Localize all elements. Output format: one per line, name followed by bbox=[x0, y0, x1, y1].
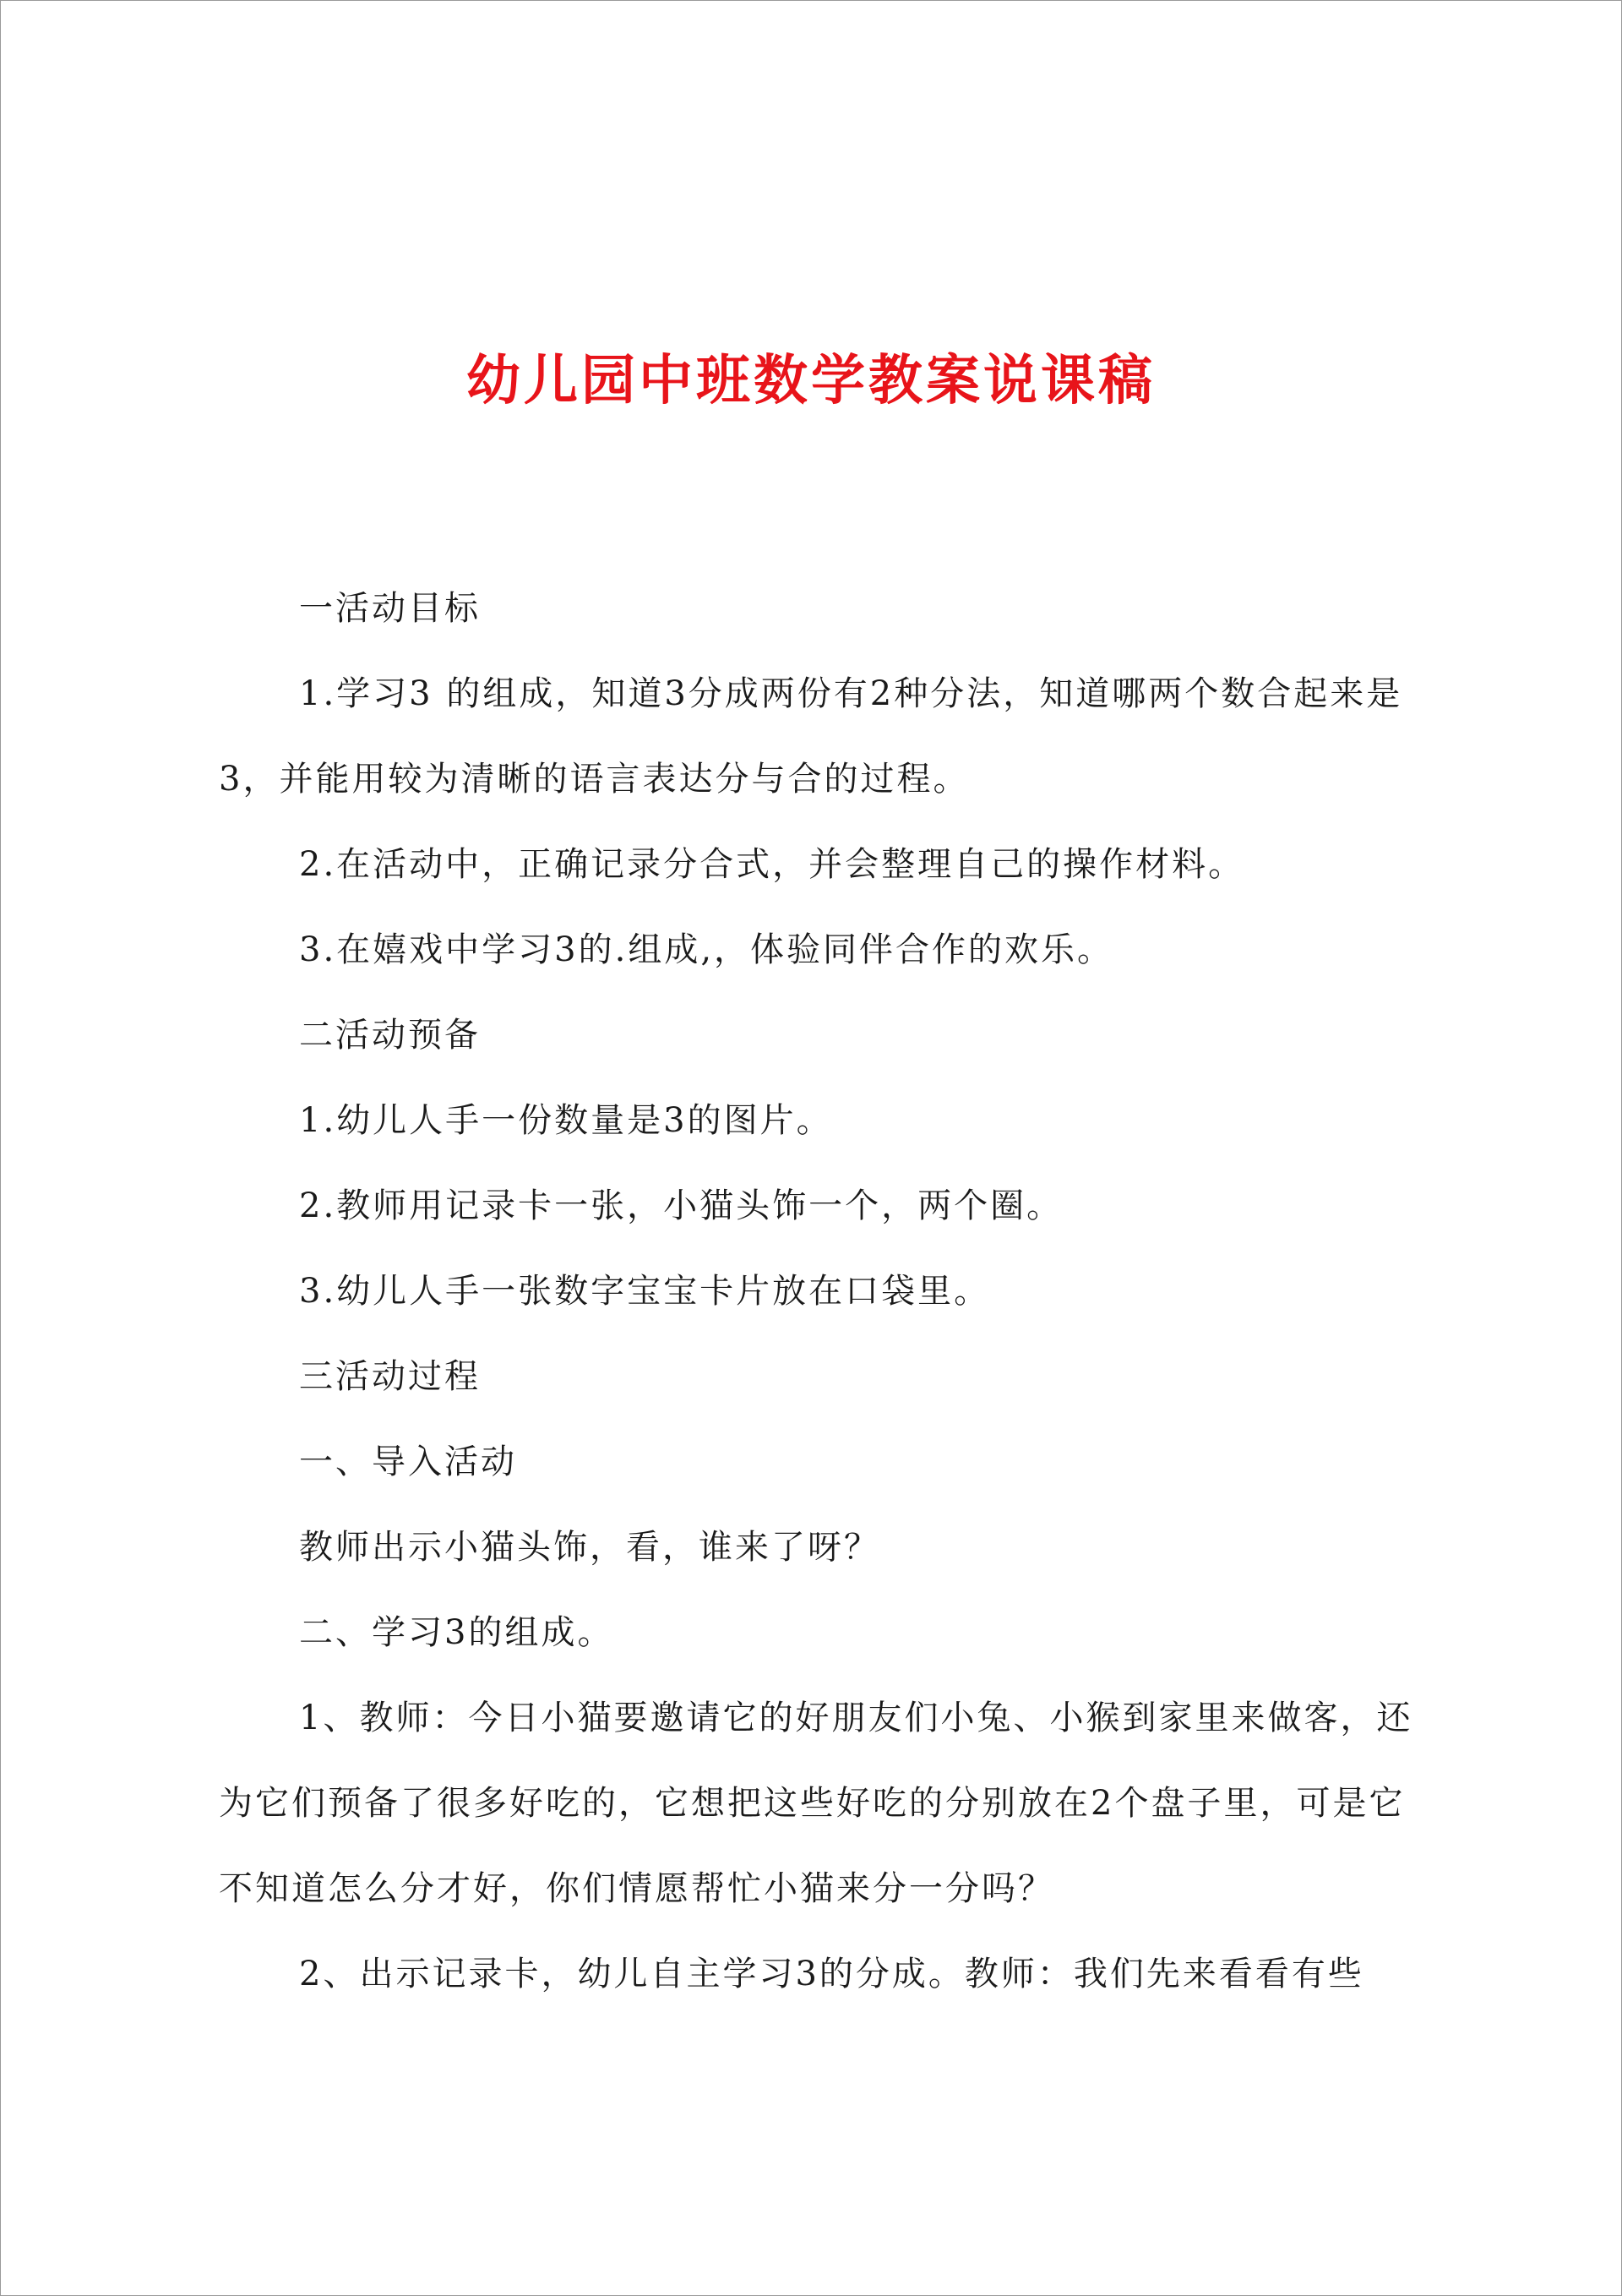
document-title: 幼儿园中班数学教案说课稿 bbox=[466, 349, 1156, 412]
objective-item-2: 2.在活动中，正确记录分合式，并会整理自己的操作材料。 bbox=[299, 845, 1245, 884]
section-heading-process: 三活动过程 bbox=[299, 1357, 481, 1396]
process-paragraph: 教师出示小猫头饰，看，谁来了呀？ bbox=[299, 1528, 880, 1567]
process-step-heading-1: 一、导入活动 bbox=[299, 1442, 517, 1481]
process-paragraph: 2、出示记录卡，幼儿自主学习3的分成。教师：我们先来看看有些 bbox=[299, 1955, 1364, 1993]
preparation-item-1: 1.幼儿人手一份数量是3的图片。 bbox=[299, 1101, 833, 1140]
preparation-item-3: 3.幼儿人手一张数字宝宝卡片放在口袋里。 bbox=[299, 1272, 991, 1311]
section-heading-preparation: 二活动预备 bbox=[299, 1016, 481, 1055]
document-body bbox=[219, 566, 1427, 2017]
process-step-heading-2: 二、学习3的组成。 bbox=[299, 1613, 614, 1652]
objective-item-1: 1.学习3 的组成，知道3分成两份有2种分法，知道哪两个数合起来是3，并能用较为清晰的语言表达分与合的过程。 bbox=[219, 674, 1403, 799]
process-paragraph: 1、教师：今日小猫要邀请它的好朋友们小兔、小猴到家里来做客，还为它们预备了很多好吃的，它想把这些好吃的分别放在2个盘子里，可是它不知道怎么分才好，你们情愿帮忙小猫来分一分吗？ bbox=[219, 1699, 1413, 1908]
objective-item-3: 3.在嬉戏中学习3的.组成,，体验同伴合作的欢乐。 bbox=[299, 930, 1114, 969]
section-heading-objectives: 一活动目标 bbox=[299, 589, 481, 628]
preparation-item-2: 2.教师用记录卡一张，小猫头饰一个，两个圈。 bbox=[299, 1186, 1064, 1225]
